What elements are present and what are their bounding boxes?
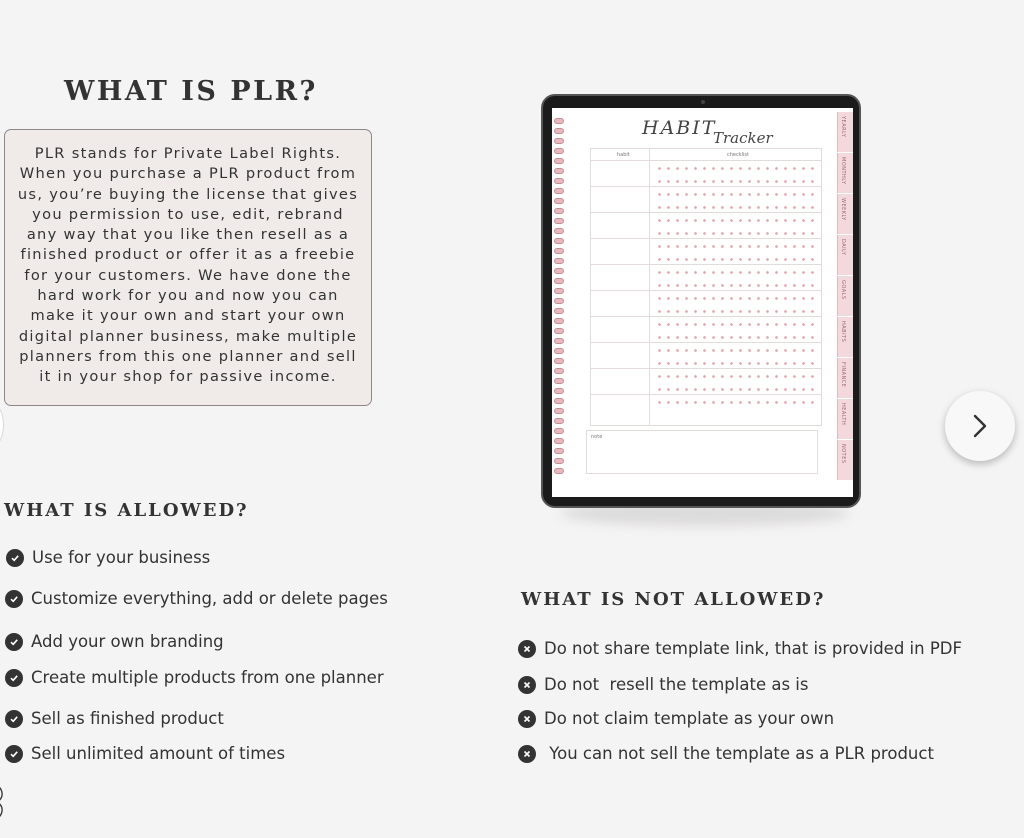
checklist-dots <box>655 166 815 413</box>
not-allowed-item <box>518 744 934 763</box>
allowed-item-label: Sell as finished product <box>31 709 224 728</box>
plr-line: us, you’re buying the license that gives <box>17 185 359 203</box>
allowed-item <box>5 632 224 651</box>
grid-header <box>591 149 821 161</box>
side-tab: HEALTH <box>837 399 853 439</box>
x-circle-icon <box>518 676 536 694</box>
allowed-item-label: Use for your business <box>32 548 211 567</box>
not-allowed-item <box>518 709 834 728</box>
allowed-item <box>5 744 285 763</box>
allowed-item <box>5 668 384 687</box>
allowed-item-label: Customize everything, add or delete pages <box>31 589 388 608</box>
tablet-screen <box>552 108 853 497</box>
plr-line: make it your own and start your own <box>30 307 346 325</box>
allowed-item-label: Sell unlimited amount of times <box>31 744 286 763</box>
plr-description-box <box>4 129 372 406</box>
plr-line: digital planner business, make multiple <box>18 327 358 345</box>
side-tab: DAILY <box>837 235 853 275</box>
plr-line: planners from this one planner and sell <box>19 347 357 365</box>
plr-line: for your customers. We have done the <box>24 266 352 284</box>
plr-line: PLR stands for Private Label Rights. <box>34 145 342 162</box>
check-circle-icon <box>5 745 23 763</box>
allowed-item <box>5 589 388 608</box>
not-allowed-item-label: Do not claim template as your own <box>544 709 835 728</box>
check-circle-icon <box>6 549 24 567</box>
prev-button-partial[interactable] <box>0 402 4 448</box>
plr-line: finished product or offer it as a freebie <box>20 246 356 264</box>
x-circle-icon <box>518 710 536 728</box>
not-allowed-item-label: Do not share template link, that is provided in PDF <box>544 639 962 658</box>
allowed-item-label: Create multiple products from one planner <box>31 668 384 687</box>
not-allowed-item <box>518 639 962 658</box>
side-tab: GOALS <box>837 276 853 316</box>
side-tab: WEEKLY <box>837 194 853 234</box>
check-circle-icon <box>5 590 23 608</box>
allowed-item-label: Add your own branding <box>31 632 224 651</box>
habit-grid <box>590 148 822 426</box>
side-tab: MONTHLY <box>837 153 853 193</box>
note-label: note <box>591 434 603 440</box>
col-habit-label: habit <box>617 152 630 158</box>
not-allowed-title: WHAT IS NOT ALLOWED? <box>521 589 826 610</box>
side-tab: HABITS <box>837 317 853 357</box>
not-allowed-item-label: You can not sell the template as a PLR product <box>544 744 934 763</box>
side-tabs <box>837 112 853 481</box>
x-circle-icon <box>518 745 536 763</box>
tracker-heading: Tracker <box>713 129 773 147</box>
plr-line: hard work for you and now you can <box>37 287 339 305</box>
note-box <box>586 430 818 474</box>
tablet-mockup <box>541 94 861 508</box>
check-circle-icon <box>5 669 23 687</box>
plr-line: any way that you like then resell as a <box>26 226 350 244</box>
side-tab: YEARLY <box>837 112 853 152</box>
side-tab: FINANCE <box>837 358 853 398</box>
col-checklist-label: checklist <box>727 152 749 158</box>
not-allowed-item-label: Do not resell the template as is <box>544 675 809 694</box>
x-circle-icon <box>518 640 536 658</box>
ribbon-decoration-icon <box>0 782 8 822</box>
habit-heading: HABIT <box>642 117 717 139</box>
plr-line: When you purchase a PLR product from <box>19 165 357 183</box>
allowed-item <box>6 548 210 567</box>
not-allowed-item <box>518 675 808 694</box>
plr-line: it in your shop for passive income. <box>39 368 337 386</box>
side-tab: NOTES <box>837 440 853 480</box>
tablet-camera <box>701 100 705 104</box>
allowed-item <box>5 709 224 728</box>
spiral-binding <box>554 118 568 478</box>
plr-line: you permission to use, edit, rebrand <box>32 205 344 223</box>
chevron-right-icon <box>969 413 991 439</box>
plr-title: WHAT IS PLR? <box>64 76 318 107</box>
next-button[interactable] <box>945 391 1015 461</box>
check-circle-icon <box>5 710 23 728</box>
allowed-title: WHAT IS ALLOWED? <box>4 500 249 521</box>
check-circle-icon <box>5 633 23 651</box>
